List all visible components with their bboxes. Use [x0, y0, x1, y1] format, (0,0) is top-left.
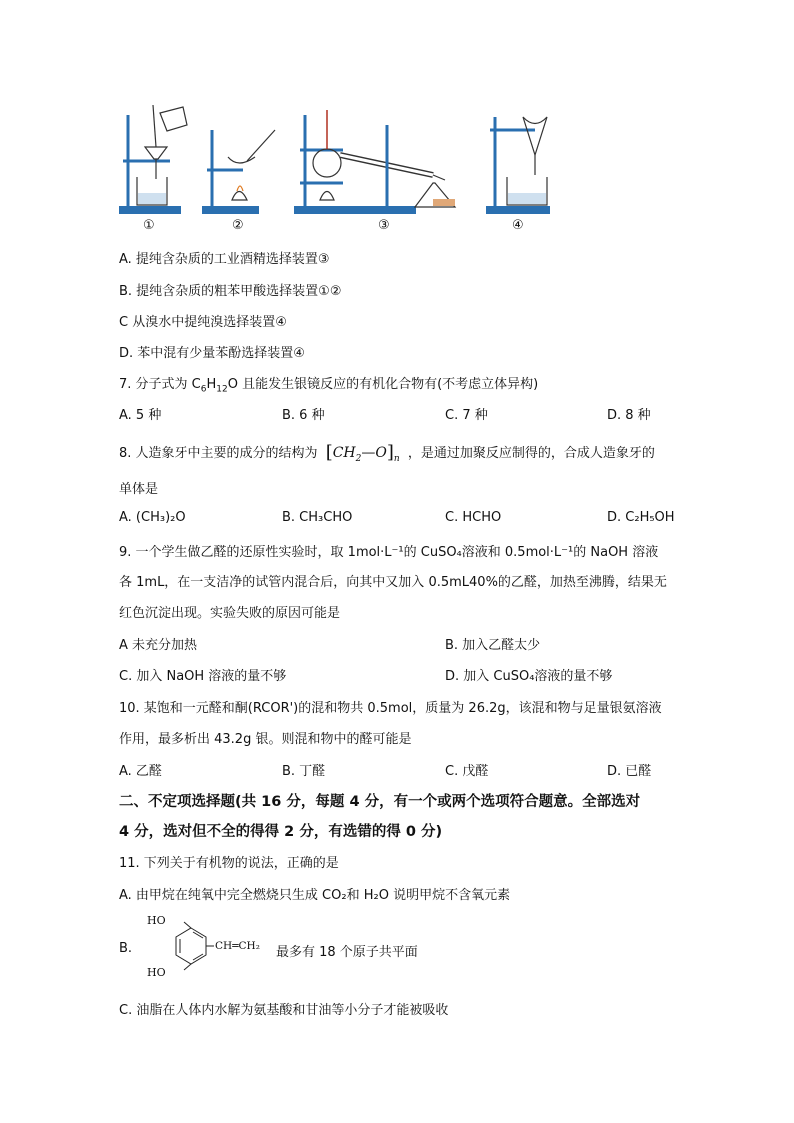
q7-options	[119, 404, 679, 424]
q10-line2: 作用，最多析出 43.2g 银。则混和物中的醛可能是	[119, 732, 412, 747]
q7-sub1: 6	[200, 384, 207, 395]
q11-option-c: C. 油脂在人体内水解为氨基酸和甘油等小分子才能被吸收	[119, 1003, 449, 1018]
apparatus-label-3: ③	[378, 218, 390, 233]
q7-stem-pre: 7. 分子式为 C	[119, 377, 201, 392]
q8-option-d: D. C₂H₅OH	[607, 510, 675, 525]
q9-option-b: B. 加入乙醛太少	[445, 638, 541, 653]
q11-struct-ho-top: HO	[147, 914, 166, 927]
q10-line1: 10. 某饱和一元醛和酮(RCOR')的混和物共 0.5mol，质量为 26.2g，该混和物与足量银氨溶液	[119, 701, 662, 716]
q7-stem-post: O 且能发生银镜反应的有机化合物有(不考虑立体异构)	[227, 377, 539, 392]
q7-stem	[119, 373, 538, 395]
q7-option-a: A. 5 种	[119, 408, 162, 423]
q8-option-a: A. (CH₃)₂O	[119, 510, 186, 525]
q8-formula: $[CH_2—O]_n$	[325, 442, 400, 464]
q9-option-d: D. 加入 CuSO₄溶液的量不够	[445, 669, 613, 684]
q10-option-a: A. 乙醛	[119, 764, 162, 779]
q8-stem-pre: 8. 人造象牙中主要的成分的结构为	[119, 446, 318, 461]
q7-option-c: C. 7 种	[445, 408, 488, 423]
q11-stem: 11. 下列关于有机物的说法，正确的是	[119, 856, 339, 871]
section2-heading-line1: 二、不定项选择题(共 16 分，每题 4 分，有一个或两个选项符合题意。全部选对	[119, 794, 641, 810]
q8-options	[119, 510, 679, 530]
apparatus-label-4: ④	[512, 218, 524, 233]
q8-stem-line2: 单体是	[119, 482, 159, 497]
q10-option-d: D. 已醛	[607, 764, 652, 779]
apparatus-distillation	[295, 110, 455, 213]
q11-option-a: A. 由甲烷在纯氧中完全燃烧只生成 CO₂和 H₂O 说明甲烷不含氧元素	[119, 888, 511, 903]
q6-option-b: B. 提纯含杂质的粗苯甲酸选择装置①②	[119, 284, 342, 299]
apparatus-separatory-funnel	[487, 117, 549, 213]
apparatus-label-1: ①	[143, 218, 155, 233]
apparatus-label-2: ②	[232, 218, 244, 233]
q10-option-c: C. 戊醛	[445, 764, 489, 779]
q6-option-a: A. 提纯含杂质的工业酒精选择装置③	[119, 252, 330, 267]
q9-options-row2	[119, 665, 679, 685]
q11-struct-ho-bottom: HO	[147, 966, 166, 979]
q8-stem-post: ，是通过加聚反应制得的，合成人造象牙的	[407, 446, 655, 461]
apparatus-filtration	[120, 105, 187, 213]
section2-heading-line2: 4 分，选对但不全的得得 2 分，有选错的得 0 分)	[119, 824, 443, 840]
q9-option-c: C. 加入 NaOH 溶液的量不够	[119, 669, 287, 684]
q9-line3: 红色沉淀出现。实验失败的原因可能是	[119, 606, 341, 621]
q10-option-b: B. 丁醛	[282, 764, 326, 779]
q7-option-b: B. 6 种	[282, 408, 325, 423]
q10-options	[119, 760, 679, 780]
q6-option-d: D. 苯中混有少量苯酚选择装置④	[119, 346, 305, 361]
q7-mid: H	[206, 377, 217, 392]
apparatus-evaporation	[203, 130, 275, 213]
q9-line1: 9. 一个学生做乙醛的还原性实验时，取 1mol·L⁻¹的 CuSO₄溶液和 0.5mol·L⁻¹的 NaOH 溶液	[119, 545, 659, 560]
q11-struct-chain: CH═CH₂	[215, 940, 260, 952]
q8-option-b: B. CH₃CHO	[282, 510, 353, 525]
q6-option-c: C 从溴水中提纯溴选择装置④	[119, 315, 287, 330]
q9-option-a: A 未充分加热	[119, 638, 198, 653]
q9-options-row1	[119, 634, 679, 654]
q9-line2: 各 1mL，在一支洁净的试管内混合后，向其中又加入 0.5mL40%的乙醛，加热至沸腾，结果无	[119, 575, 667, 590]
q7-sub2: 12	[216, 384, 228, 395]
q11-option-b-label: B.	[119, 941, 133, 956]
q7-option-d: D. 8 种	[607, 408, 651, 423]
q8-stem	[119, 441, 655, 464]
q11-option-b-text: 最多有 18 个原子共平面	[276, 945, 418, 960]
q8-option-c: C. HCHO	[445, 510, 502, 525]
apparatus-figure	[115, 95, 565, 220]
